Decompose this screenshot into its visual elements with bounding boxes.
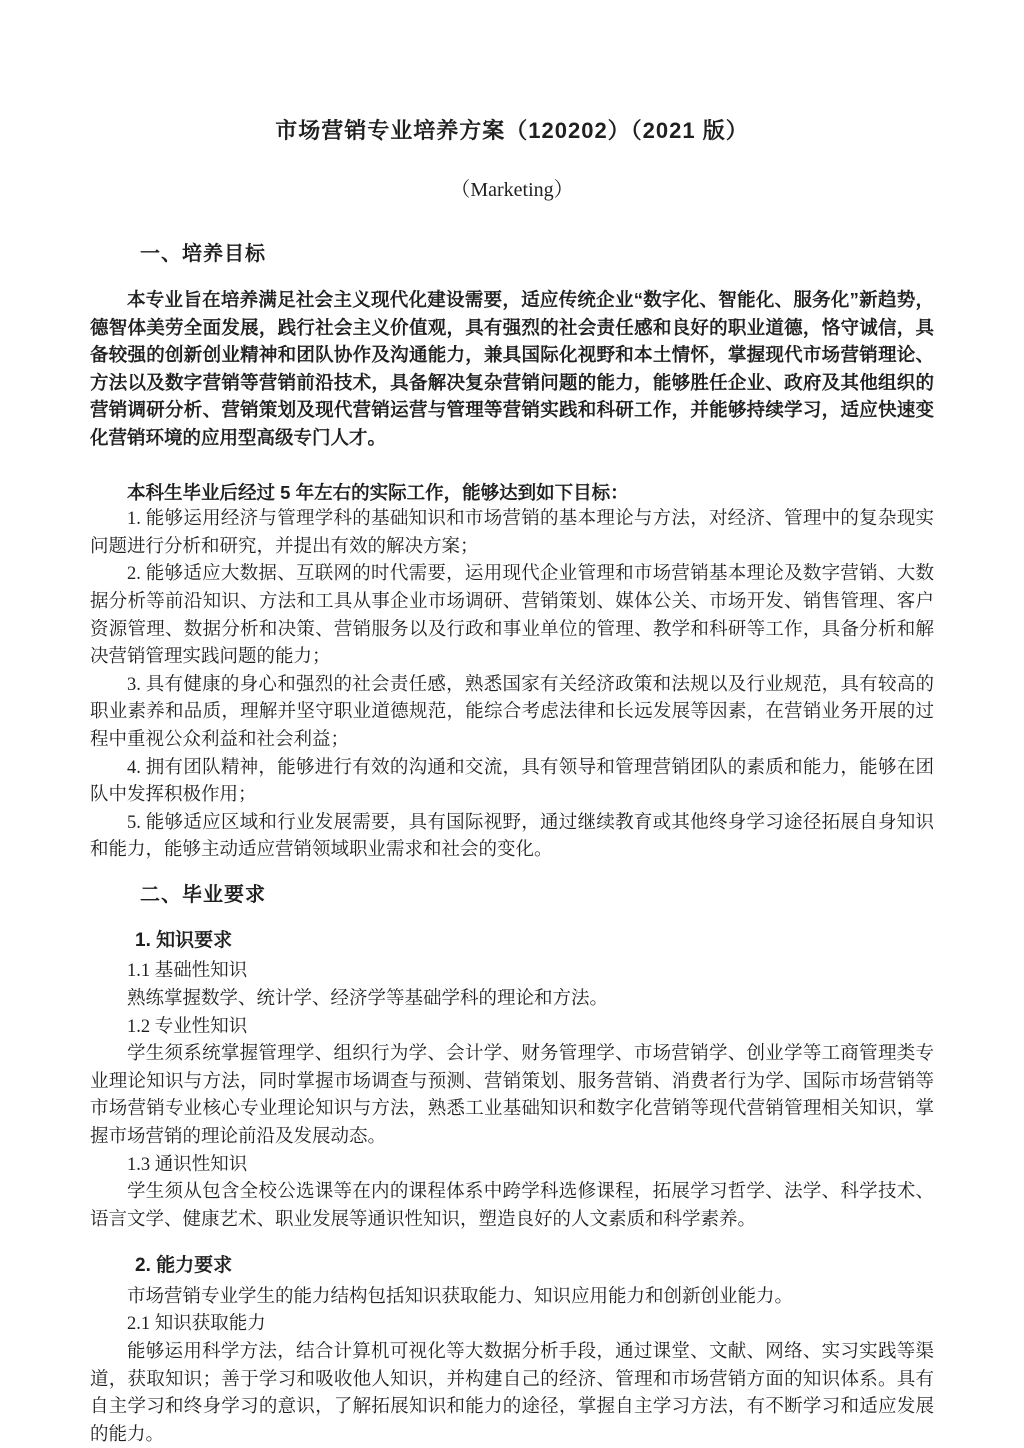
ability-item-1-label: 2.1 知识获取能力 [127, 1314, 266, 1335]
goal-item-2: 2. 能够适应大数据、互联网的时代需要，运用现代企业管理和市场营销基本理论及数字营销、大数据分析等前沿知识、方法和工具从事企业市场调研、营销策划、媒体公关、市场开发、销售管理、客户资源管理、数据分析和决策、营销服务以及行政和事业单位的管理、教学和科研等工作，具备分析和解决营销管理实践问题的能力； [90, 564, 934, 668]
ability-requirements-lead: 市场营销专业学生的能力结构包括知识获取能力、知识应用能力和创新创业能力。 [127, 1286, 794, 1307]
document-subtitle: （Marketing） [450, 179, 574, 201]
subsection-heading-ability-requirements: 2. 能力要求 [135, 1255, 233, 1277]
document-title: 市场营销专业培养方案（120202）（2021 版） [275, 118, 749, 143]
goal-item-5: 5. 能够适应区域和行业发展需要，具有国际视野，通过继续教育或其他终身学习途径拓展自身知识和能力，能够主动适应营销领域职业需求和社会的变化。 [90, 812, 934, 861]
goal-item-1: 1. 能够运用经济与管理学科的基础知识和市场营销的基本理论与方法，对经济、管理中的复杂现实问题进行分析和研究，并提出有效的解决方案； [90, 509, 934, 557]
section-heading-graduation-requirements: 二、毕业要求 [140, 883, 266, 906]
knowledge-item-3-text: 学生须从包含全校公选课等在内的课程体系中跨学科选修课程，拓展学习哲学、法学、科学技术、语言文学、健康艺术、职业发展等通识性知识，塑造良好的人文素质和科学素养。 [90, 1182, 934, 1230]
knowledge-item-2-label: 1.2 专业性知识 [127, 1016, 248, 1037]
section-heading-training-objectives: 一、培养目标 [140, 243, 266, 265]
goal-item-4: 4. 拥有团队精神，能够进行有效的沟通和交流，具有领导和管理营销团队的素质和能力，能够在团队中发挥积极作用； [90, 757, 934, 806]
goal-item-3: 3. 具有健康的身心和强烈的社会责任感，熟悉国家有关经济政策和法规以及行业规范，具有较高的职业素养和品质，理解并坚守职业道德规范，能综合考虑法律和长远发展等因素，在营销业务开展的过程中重视公众利益和社会利益； [90, 674, 934, 750]
graduate-goals-lead: 本科生毕业后经过 5 年左右的实际工作，能够达到如下目标： [127, 481, 629, 503]
knowledge-item-1-text: 熟练掌握数学、统计学、经济学等基础学科的理论和方法。 [127, 988, 609, 1009]
knowledge-item-3-label: 1.3 通识性知识 [127, 1154, 248, 1175]
knowledge-item-2-text: 学生须系统掌握管理学、组织行为学、会计学、财务管理学、市场营销学、创业学等工商管理类专业理论知识与方法，同时掌握市场调查与预测、营销策划、服务营销、消费者行为学、国际市场营销等市场营销专业核心专业理论知识与方法，熟悉工业基础知识和数字化营销等现代营销管理相关知识，掌握市场营销的理论前沿及发展动态。 [90, 1044, 934, 1147]
knowledge-item-1-label: 1.1 基础性知识 [127, 961, 248, 982]
ability-item-1-text: 能够运用科学方法，结合计算机可视化等大数据分析手段，通过课堂、文献、网络、实习实践等渠道，获取知识；善于学习和吸收他人知识，并构建自己的经济、管理和市场营销方面的知识体系。具有自主学习和终身学习的意识，了解拓展知识和能力的途径，掌握自主学习方法，有不断学习和适应发展的能力。 [90, 1342, 934, 1445]
training-objectives-intro-paragraph: 本专业旨在培养满足社会主义现代化建设需要，适应传统企业“数字化、智能化、服务化”新趋势，德智体美劳全面发展，践行社会主义价值观，具有强烈的社会责任感和良好的职业道德，恪守诚信，具备较强的创新创业精神和团队协作及沟通能力，兼具国际化视野和本土情怀，掌握现代市场营销理论、方法以及数字营销等营销前沿技术，具备解决复杂营销问题的能力，能够胜任企业、政府及其他组织的营销调研分析、营销策划及现代营销运营与管理等营销实践和科研工作，并能够持续学习，适应快速变化营销环境的应用型高级专门人才。 [90, 289, 934, 448]
subsection-heading-knowledge-requirements: 1. 知识要求 [135, 929, 233, 951]
